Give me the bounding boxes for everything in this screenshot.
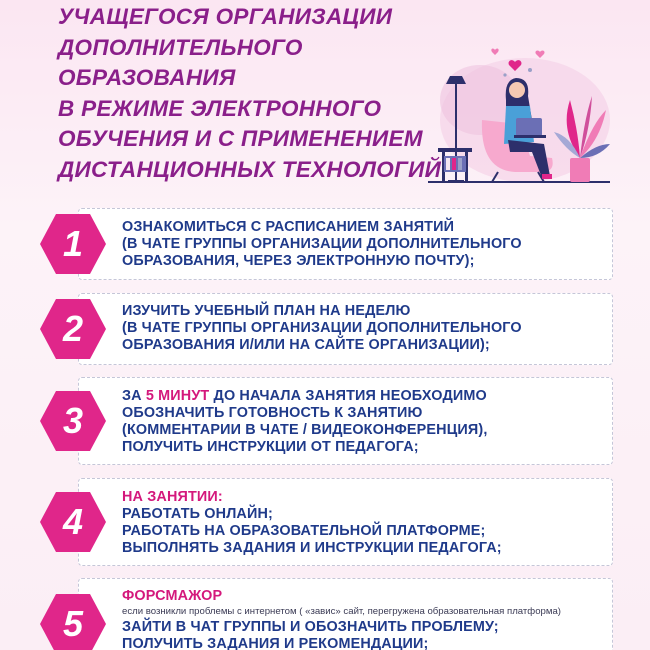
- step-1: [38, 208, 613, 280]
- step-4: [38, 478, 613, 566]
- title-line: ДОПОЛНИТЕЛЬНОГО: [58, 34, 303, 60]
- step-heading: ФОРСМАЖОР: [122, 588, 223, 604]
- step-line: ОБРАЗОВАНИЯ И/ИЛИ НА САЙТЕ ОРГАНИЗАЦИИ);: [122, 337, 490, 353]
- step-line: ОБРАЗОВАНИЯ, ЧЕРЕЗ ЭЛЕКТРОННУЮ ПОЧТУ);: [122, 253, 475, 269]
- step-hexagon: [38, 212, 108, 276]
- step-number: 3: [62, 400, 84, 441]
- poster-title: [58, 2, 442, 185]
- step-line: (КОММЕНТАРИИ В ЧАТЕ / ВИДЕОКОНФЕРЕНЦИЯ),: [122, 422, 488, 438]
- step-text: [122, 219, 522, 270]
- step-hexagon: [38, 297, 108, 361]
- student-illustration: [420, 40, 615, 190]
- step-heading: НА ЗАНЯТИИ:: [122, 489, 223, 505]
- step-line: (В ЧАТЕ ГРУППЫ ОРГАНИЗАЦИИ ДОПОЛНИТЕЛЬНОГО: [122, 236, 522, 252]
- step-number: 4: [62, 501, 84, 542]
- title-line: ОБРАЗОВАНИЯ: [58, 65, 236, 90]
- title-line: ОБУЧЕНИЯ И С ПРИМЕНЕНИЕМ: [58, 126, 423, 151]
- step-line: [122, 388, 487, 405]
- step-line: ЗАЙТИ В ЧАТ ГРУППЫ И ОБОЗНАЧИТЬ ПРОБЛЕМУ;: [122, 619, 499, 635]
- step-line: ОЗНАКОМИТЬСЯ С РАСПИСАНИЕМ ЗАНЯТИЙ: [122, 219, 455, 235]
- title-line: В РЕЖИМЕ ЭЛЕКТРОННОГО: [58, 95, 382, 121]
- step-5: [38, 578, 613, 650]
- step-line: ПОЛУЧИТЬ ЗАДАНИЯ И РЕКОМЕНДАЦИИ;: [122, 636, 429, 650]
- title-line: ДИСТАНЦИОННЫХ ТЕХНОЛОГИЙ: [58, 156, 442, 182]
- step-number: 5: [62, 603, 84, 644]
- step-note: если возникли проблемы с интернетом ( «завис» сайт, перегружена образовательная платформа): [122, 606, 562, 617]
- step-text: [122, 303, 522, 354]
- step-3: [38, 377, 613, 465]
- step-line: ВЫПОЛНЯТЬ ЗАДАНИЯ И ИНСТРУКЦИИ ПЕДАГОГА;: [122, 540, 502, 556]
- step-line: (В ЧАТЕ ГРУППЫ ОРГАНИЗАЦИИ ДОПОЛНИТЕЛЬНОГО: [122, 320, 522, 336]
- title-line: УЧАЩЕГОСЯ ОРГАНИЗАЦИИ: [58, 4, 393, 29]
- student-with-laptop-icon: [420, 40, 615, 190]
- step-line: РАБОТАТЬ НА ОБРАЗОВАТЕЛЬНОЙ ПЛАТФОРМЕ;: [122, 523, 486, 539]
- step-number: 1: [62, 223, 84, 264]
- time-highlight: 5 МИНУТ: [145, 388, 210, 404]
- step-hexagon: [38, 592, 108, 650]
- step-number: 2: [62, 308, 84, 349]
- step-hexagon: [38, 389, 108, 453]
- step-line-suffix: ДО НАЧАЛА ЗАНЯТИЯ НЕОБХОДИМО: [209, 388, 487, 404]
- step-hexagon: [38, 490, 108, 554]
- step-text: [122, 489, 502, 557]
- step-line-prefix: ЗА: [122, 388, 146, 404]
- step-text: [122, 588, 561, 650]
- step-text: [122, 388, 487, 456]
- step-2: [38, 293, 613, 365]
- step-line: ПОЛУЧИТЬ ИНСТРУКЦИИ ОТ ПЕДАГОГА;: [122, 439, 419, 455]
- step-line: ОБОЗНАЧИТЬ ГОТОВНОСТЬ К ЗАНЯТИЮ: [122, 405, 423, 421]
- step-line: РАБОТАТЬ ОНЛАЙН;: [122, 506, 273, 522]
- step-line: ИЗУЧИТЬ УЧЕБНЫЙ ПЛАН НА НЕДЕЛЮ: [122, 303, 411, 319]
